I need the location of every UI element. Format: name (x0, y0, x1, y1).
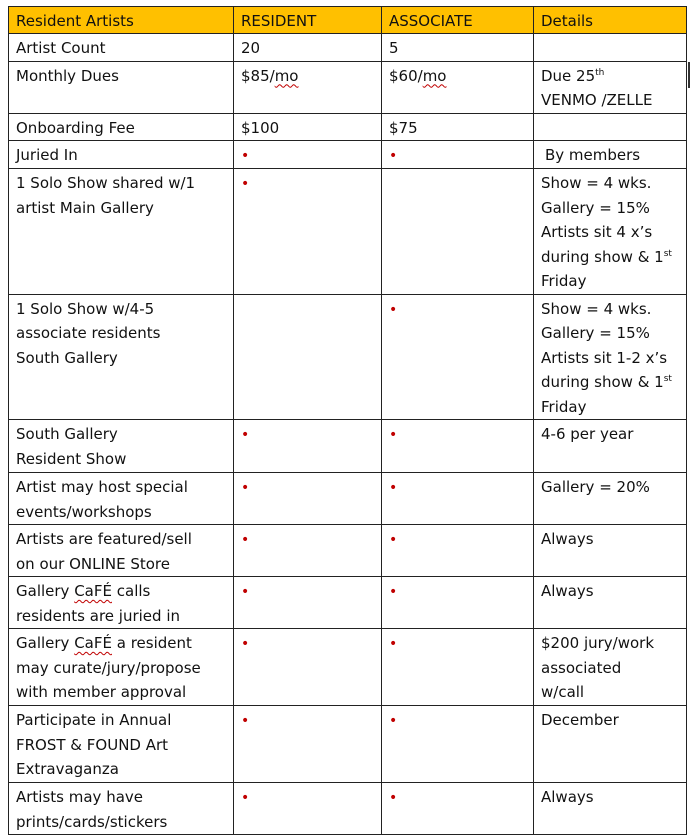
bullet-icon: • (241, 480, 250, 496)
bullet-icon: • (241, 790, 250, 806)
resident-value (234, 141, 382, 169)
row-label: Artists are featured/sell on our ONLINE Store (9, 525, 234, 577)
bullet-icon: • (241, 713, 250, 729)
resident-value (234, 706, 382, 783)
bullet-icon: • (389, 427, 398, 443)
bullet-icon: • (389, 532, 398, 548)
details-value (534, 34, 687, 62)
details-value: $200 jury/work associated w/call (534, 629, 687, 706)
details-value: Show = 4 wks. Gallery = 15% Artists sit 4 x’s during show & 1st Friday (534, 169, 687, 295)
row-label: Gallery CaFÉ calls residents are juried in (9, 577, 234, 629)
row-label: Onboarding Fee (9, 113, 234, 141)
row-label: Artists may have prints/cards/stickers (9, 783, 234, 835)
row-label: South Gallery Resident Show (9, 420, 234, 473)
details-value: Always (534, 525, 687, 577)
details-value: Due 25th VENMO /ZELLE (534, 61, 687, 113)
row-label: Artist Count (9, 34, 234, 62)
table-row (9, 706, 687, 783)
header-resident-artists: Resident Artists (9, 7, 234, 34)
row-label: Juried In (9, 141, 234, 169)
associate-value (382, 473, 534, 525)
associate-value: $75 (382, 113, 534, 141)
bullet-icon: • (241, 636, 250, 652)
row-label: Monthly Dues (9, 61, 234, 113)
scroll-edge-marker (688, 62, 690, 88)
table-header-row (9, 7, 687, 34)
table-row (9, 783, 687, 835)
resident-value (234, 525, 382, 577)
row-label: 1 Solo Show shared w/1 artist Main Gallery (9, 169, 234, 295)
table-row (9, 629, 687, 706)
bullet-icon: • (241, 532, 250, 548)
bullet-icon: • (389, 480, 398, 496)
table-row (9, 34, 687, 62)
bullet-icon: • (241, 584, 250, 600)
details-value: Always (534, 783, 687, 835)
associate-value (382, 294, 534, 420)
table-row (9, 61, 687, 113)
table-row (9, 169, 687, 295)
resident-artists-table (8, 6, 687, 835)
details-value (534, 113, 687, 141)
resident-value (234, 420, 382, 473)
details-value: 4-6 per year (534, 420, 687, 473)
resident-value (234, 629, 382, 706)
resident-value: $85/mo (234, 61, 382, 113)
associate-value: $60/mo (382, 61, 534, 113)
resident-value (234, 294, 382, 420)
row-label: Participate in Annual FROST & FOUND Art Extravaganza (9, 706, 234, 783)
bullet-icon: • (389, 584, 398, 600)
resident-value (234, 169, 382, 295)
bullet-icon: • (241, 148, 250, 164)
bullet-icon: • (389, 713, 398, 729)
table-row (9, 525, 687, 577)
details-value: By members (534, 141, 687, 169)
bullet-icon: • (241, 176, 250, 192)
header-details: Details (534, 7, 687, 34)
associate-value (382, 706, 534, 783)
resident-value (234, 783, 382, 835)
resident-value: 20 (234, 34, 382, 62)
details-value: December (534, 706, 687, 783)
associate-value (382, 141, 534, 169)
resident-value: $100 (234, 113, 382, 141)
associate-value (382, 169, 534, 295)
details-value: Gallery = 20% (534, 473, 687, 525)
header-associate: ASSOCIATE (382, 7, 534, 34)
details-value: Show = 4 wks. Gallery = 15% Artists sit 1-2 x’s during show & 1st Friday (534, 294, 687, 420)
table-row (9, 141, 687, 169)
associate-value (382, 577, 534, 629)
table-row (9, 577, 687, 629)
associate-value (382, 525, 534, 577)
bullet-icon: • (241, 427, 250, 443)
bullet-icon: • (389, 636, 398, 652)
associate-value (382, 629, 534, 706)
associate-value (382, 420, 534, 473)
table-row (9, 113, 687, 141)
header-resident: RESIDENT (234, 7, 382, 34)
row-label: Artist may host special events/workshops (9, 473, 234, 525)
row-label: 1 Solo Show w/4-5 associate residents South Gallery (9, 294, 234, 420)
table-row (9, 420, 687, 473)
table-row (9, 473, 687, 525)
details-value: Always (534, 577, 687, 629)
bullet-icon: • (389, 148, 398, 164)
table-row (9, 294, 687, 420)
associate-value (382, 783, 534, 835)
resident-value (234, 473, 382, 525)
associate-value: 5 (382, 34, 534, 62)
row-label: Gallery CaFÉ a resident may curate/jury/propose with member approval (9, 629, 234, 706)
bullet-icon: • (389, 790, 398, 806)
bullet-icon: • (389, 301, 398, 318)
resident-value (234, 577, 382, 629)
